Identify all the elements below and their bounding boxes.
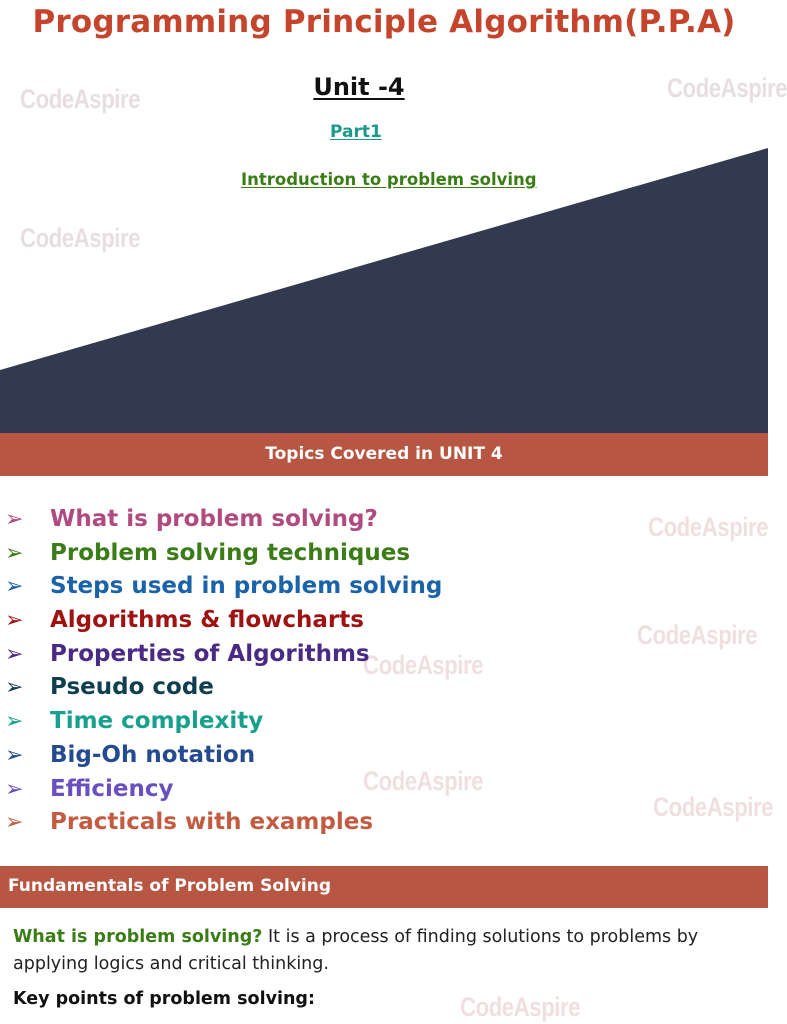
part-link[interactable]: Part1	[330, 122, 382, 142]
watermark-logo: CodeAspire	[20, 84, 141, 114]
arrow-bullet-icon: ➢	[5, 709, 24, 735]
intro-link[interactable]: Introduction to problem solving	[241, 170, 537, 189]
topic-label: Practicals with examples	[50, 809, 374, 836]
hero-dark-triangle	[0, 148, 768, 434]
arrow-bullet-icon: ➢	[5, 608, 24, 634]
topic-label: Time complexity	[50, 708, 264, 735]
arrow-bullet-icon: ➢	[5, 675, 24, 701]
topic-label: Big-Oh notation	[50, 741, 256, 768]
watermark-logo: CodeAspire	[460, 992, 581, 1022]
arrow-bullet-icon: ➢	[5, 507, 24, 532]
arrow-bullet-icon: ➢	[5, 540, 24, 566]
topic-label: Properties of Algorithms	[50, 640, 370, 667]
topic-label: Problem solving techniques	[50, 539, 411, 566]
topics-header-band: Topics Covered in UNIT 4	[0, 433, 768, 476]
watermark-logo: CodeAspire	[637, 620, 758, 650]
topic-label: Steps used in problem solving	[50, 573, 443, 600]
watermark-logo: CodeAspire	[648, 512, 769, 542]
definition-text: It is a process of finding solutions to problems by applying logics and critical thinking.	[13, 927, 699, 974]
arrow-bullet-icon: ➢	[5, 574, 24, 600]
arrow-bullet-icon: ➢	[5, 641, 24, 667]
page-title: Programming Principle Algorithm(P.P.A)	[32, 4, 736, 40]
watermark-logo: CodeAspire	[363, 650, 484, 680]
watermark-logo: CodeAspire	[363, 766, 484, 796]
section-header-band: Fundamentals of Problem Solving	[0, 866, 768, 908]
watermark-logo: CodeAspire	[20, 223, 141, 253]
watermark-logo: CodeAspire	[667, 73, 787, 103]
key-points-heading: Key points of problem solving:	[13, 989, 315, 1009]
arrow-bullet-icon: ➢	[5, 776, 24, 802]
unit-heading: Unit -4	[313, 73, 405, 101]
topic-label: Efficiency	[50, 775, 174, 802]
topic-label: What is problem solving?	[50, 506, 378, 532]
definition-lead: What is problem solving?	[13, 927, 263, 947]
topic-label: Pseudo code	[50, 674, 214, 701]
watermark-logo: CodeAspire	[653, 792, 774, 822]
topic-label: Algorithms & flowcharts	[50, 607, 364, 634]
arrow-bullet-icon: ➢	[5, 742, 24, 768]
definition-paragraph	[13, 924, 753, 978]
arrow-bullet-icon: ➢	[5, 810, 24, 836]
